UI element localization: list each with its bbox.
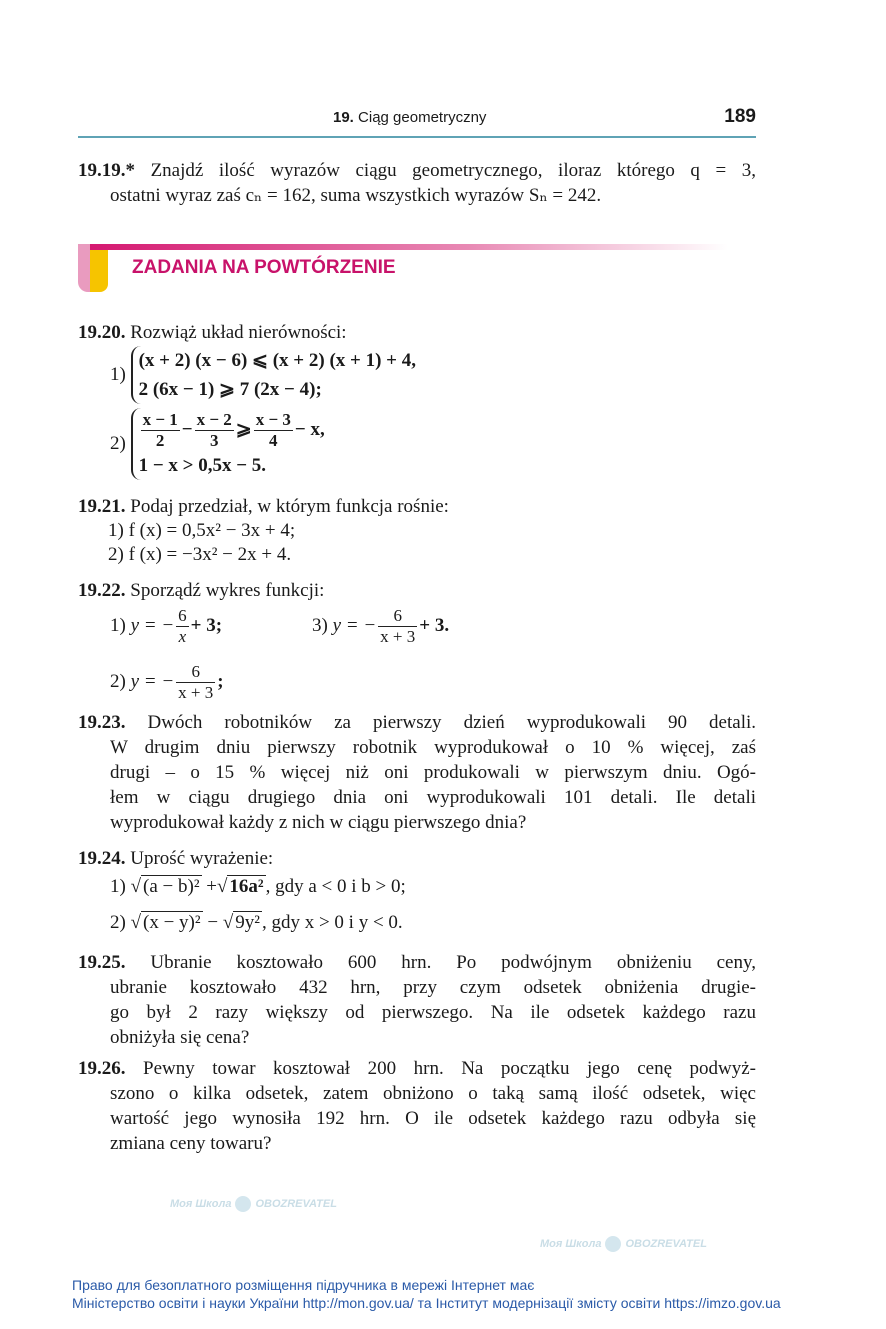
copyright-footer: Право для безоплатного розміщення підручника в мережі Інтернет має Міністерство освіти і науки України http://mon.gov.ua/ та Інститут модернізації змісту освіти https://imzo.gov.ua [72,1277,781,1311]
exercise-19-26: 19.26. Pewny towar kosztował 200 hrn. Na początku jego cenę podwyż- szono o kilka odsetek, zatem obniżono o taką samą ilość odsetek, więc wartość jego wynosiła 192 hrn. O ile odsetek każdego razu odbyła się zmiana ceny towaru? [78,1058,757,1154]
exercise-19-21: 19.21. Podaj przedział, w którym funkcja rośnie: 1) f (x) = 0,5x² − 3x + 4; 2) f (x) = −3x² − 2x + 4. [78,496,449,565]
watermark: Моя Школа OBOZREVATEL [540,1236,707,1252]
exercise-19-20: 19.20. Rozwiąż układ nierówności: [78,322,347,343]
exercise-19-19: 19.19.* Znajdź ilość wyrazów ciągu geometrycznego, iloraz którego q = 3, ostatni wyraz zaś cₙ = 162, suma wszystkich wyrazów Sₙ = 242. [78,160,756,206]
watermark: Моя Школа OBOZREVATEL [170,1196,337,1212]
exercise-19-22-part-2: 2) y = − $\frac{6}{x + 3}$ ; [110,662,224,702]
exercise-19-22-part-1: 1) y = − $\frac{6}{x}$ + 3; [110,606,223,646]
exercise-19-23: 19.23. Dwóch robotników za pierwszy dzień wyprodukowali 90 detali. W drugim dniu pierwszy robotnik wyprodukował o 10 % więcej, zaś drugi – o 15 % więcej niż oni produkowali w pierwszym dniu. Ogó- łem w ciągu drugiego dnia oni wyprodukowali 101 detali. Ile detali wyprodukował każdy z nich w ciągu pierwszego dnia? [78,712,757,833]
exercise-19-24-part-1: 1) √ (a − b)² +√ 16a² , gdy a < 0 i b > 0; [110,876,406,897]
watermark-logo-icon [235,1196,251,1212]
page-number: 189 [724,106,756,127]
section-banner [78,244,728,292]
exercise-19-24-part-2: 2) √ (x − y)² − √ 9y² , gdy x > 0 i y < 0. [110,912,403,933]
watermark-logo-icon [605,1236,621,1252]
exercise-19-25: 19.25. Ubranie kosztowało 600 hrn. Po podwójnym obniżeniu ceny, ubranie kosztowało 432 hrn, przy czym odsetek obniżenia drugie- go był 2 razy większy od pierwszego. Na ile odsetek każdego razu obniżyła się cena? [78,952,757,1048]
section-title: ZADANIA NA POWTÓRZENIE [132,257,396,278]
chapter-title: 19. Ciąg geometryczny [333,109,487,126]
exercise-19-20-part-2: 2) $\frac{x - 1}{2}$ − $\frac{x - 2}{3}$ ⩾ $\frac{x - 3}{4}$ − x, 1 − x > 0,5x − 5. [110,408,325,480]
exercise-19-24: 19.24. Uprość wyrażenie: [78,848,274,869]
exercise-19-22: 19.22. Sporządź wykres funkcji: [78,580,325,601]
exercise-19-20-part-1: 1) (x + 2) (x − 6) ⩽ (x + 2) (x + 1) + 4, 2 (6x − 1) ⩾ 7 (2x − 4); [110,346,416,404]
running-header [78,106,756,138]
exercise-19-22-part-3: 3) y = − $\frac{6}{x + 3}$ + 3. [312,606,450,646]
